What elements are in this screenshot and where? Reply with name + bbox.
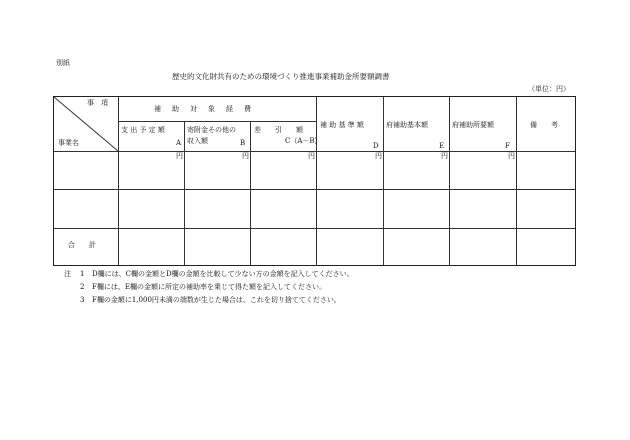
note-num-1: 1 — [80, 270, 85, 278]
remarks-header: 備 考 — [530, 121, 558, 129]
yen-unit-f: 円 — [508, 152, 515, 160]
col-f-label: 府補助所要額 — [452, 121, 494, 129]
corner-project-label: 事業名 — [58, 139, 79, 147]
attachment-label: 別紙 — [56, 59, 70, 67]
yen-unit-b: 円 — [242, 152, 249, 160]
col-d-label: 補 助 基 準 額 — [320, 121, 364, 129]
document-title: 歴史的文化財共有のための環境づくり推進事業補助金所要額調書 — [172, 72, 390, 81]
col-c-letter: C（A－B) — [285, 137, 318, 145]
col-e-label: 府補助基本額 — [386, 121, 428, 129]
col-a-letter: A — [176, 139, 182, 147]
col-a-label: 支 出 予 定 額 — [121, 126, 165, 134]
col-b-label2: 収入額 — [187, 137, 208, 145]
notes-prefix: 注 — [64, 270, 71, 278]
col-e-letter: E — [439, 142, 445, 150]
note-text-2: F欄には、E欄の金額に所定の補助率を乗じて得た額を記入してください。 — [92, 283, 326, 291]
note-text-3: F欄の金額に1,000円未満の端数が生じた場合は、これを切り捨ててください。 — [92, 296, 341, 304]
col-divider — [516, 97, 517, 265]
total-label: 合 計 — [68, 241, 96, 249]
note-num-3: 3 — [80, 296, 85, 304]
col-divider — [184, 121, 185, 265]
col-d-letter: D — [373, 142, 379, 150]
note-text-1: D欄には、C欄の金額とD欄の金額を比較して少ない方の金額を記入してください。 — [92, 270, 354, 278]
col-divider — [250, 121, 251, 265]
corner-item-label: 事 項 — [87, 99, 108, 107]
col-divider — [316, 97, 317, 265]
col-f-letter: F — [505, 142, 510, 150]
col-divider — [449, 97, 450, 265]
col-b-letter: B — [240, 139, 246, 147]
col-b-label: 寄附金その他の — [187, 126, 236, 134]
col-divider — [383, 97, 384, 265]
yen-unit-a: 円 — [176, 152, 183, 160]
row-divider — [118, 121, 316, 122]
row-divider — [54, 228, 575, 229]
yen-unit-c: 円 — [308, 152, 315, 160]
note-num-2: 2 — [80, 283, 85, 291]
yen-unit-e: 円 — [441, 152, 448, 160]
expense-table — [53, 96, 576, 266]
group-header: 補 助 対 象 経 費 — [154, 105, 253, 113]
unit-label: （単位：円） — [528, 85, 570, 93]
col-c-label: 差 引 額 — [254, 126, 303, 134]
col-divider — [118, 97, 119, 265]
yen-unit-d: 円 — [375, 152, 382, 160]
row-divider — [54, 189, 575, 190]
